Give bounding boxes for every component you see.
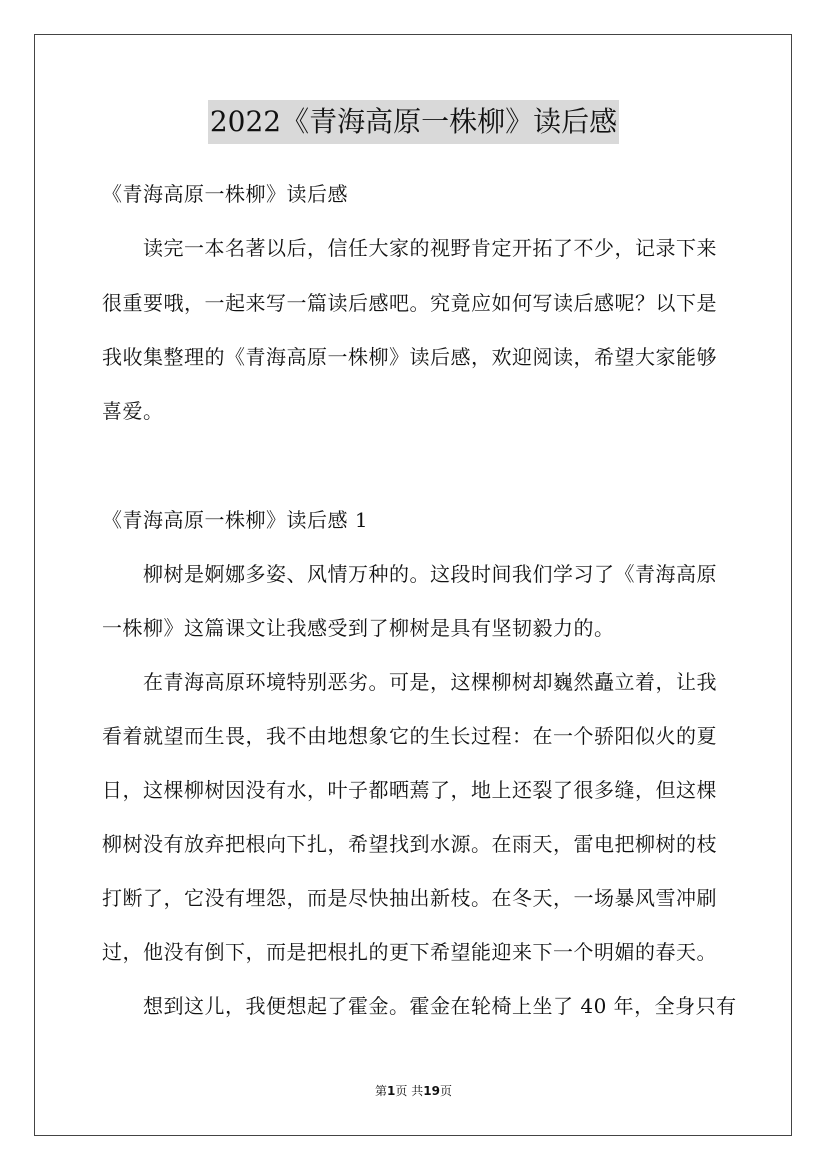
page-prefix: 第 xyxy=(375,1084,388,1098)
paragraph-line: 想到这儿，我便想起了霍金。霍金在轮椅上坐了 40 年，全身只有 xyxy=(143,994,737,1018)
paragraph-line: 打断了，它没有埋怨，而是尽快抽出新枝。在冬天，一场暴风雪冲刷 xyxy=(102,886,717,910)
document-title xyxy=(0,100,827,144)
document-title-text: 2022《青海高原一株柳》读后感 xyxy=(208,100,619,144)
page-number: 1 xyxy=(387,1084,396,1098)
page-suffix: 页 xyxy=(439,1084,452,1098)
paragraph-line: 喜爱。 xyxy=(102,399,164,423)
paragraph-line: 过，他没有倒下，而是把根扎的更下希望能迎来下一个明媚的春天。 xyxy=(102,940,717,964)
paragraph-line: 我收集整理的《青海高原一株柳》读后感，欢迎阅读，希望大家能够 xyxy=(102,345,717,369)
paragraph-line: 很重要哦，一起来写一篇读后感吧。究竟应如何写读后感呢？以下是 xyxy=(102,291,717,315)
page-footer xyxy=(0,1083,827,1099)
paragraph-line: 在青海高原环境特别恶劣。可是，这棵柳树却巍然矗立着，让我 xyxy=(143,670,717,694)
paragraph-line: 日，这棵柳树因没有水，叶子都晒蔫了，地上还裂了很多缝，但这棵 xyxy=(102,778,717,802)
paragraph-line: 柳树是婀娜多姿、风情万种的。这段时间我们学习了《青海高原 xyxy=(143,562,717,586)
paragraph-line: 一株柳》这篇课文让我感受到了柳树是具有坚韧毅力的。 xyxy=(102,616,615,640)
page-middle: 页 共 xyxy=(395,1084,424,1098)
section-heading: 《青海高原一株柳》读后感 xyxy=(102,182,348,206)
page-total: 19 xyxy=(423,1084,440,1098)
section-heading: 《青海高原一株柳》读后感 1 xyxy=(102,508,369,532)
paragraph-line: 看着就望而生畏，我不由地想象它的生长过程：在一个骄阳似火的夏 xyxy=(102,724,717,748)
paragraph-line: 柳树没有放弃把根向下扎，希望找到水源。在雨天，雷电把柳树的枝 xyxy=(102,832,717,856)
paragraph-line: 读完一本名著以后，信任大家的视野肯定开拓了不少，记录下来 xyxy=(143,236,717,260)
